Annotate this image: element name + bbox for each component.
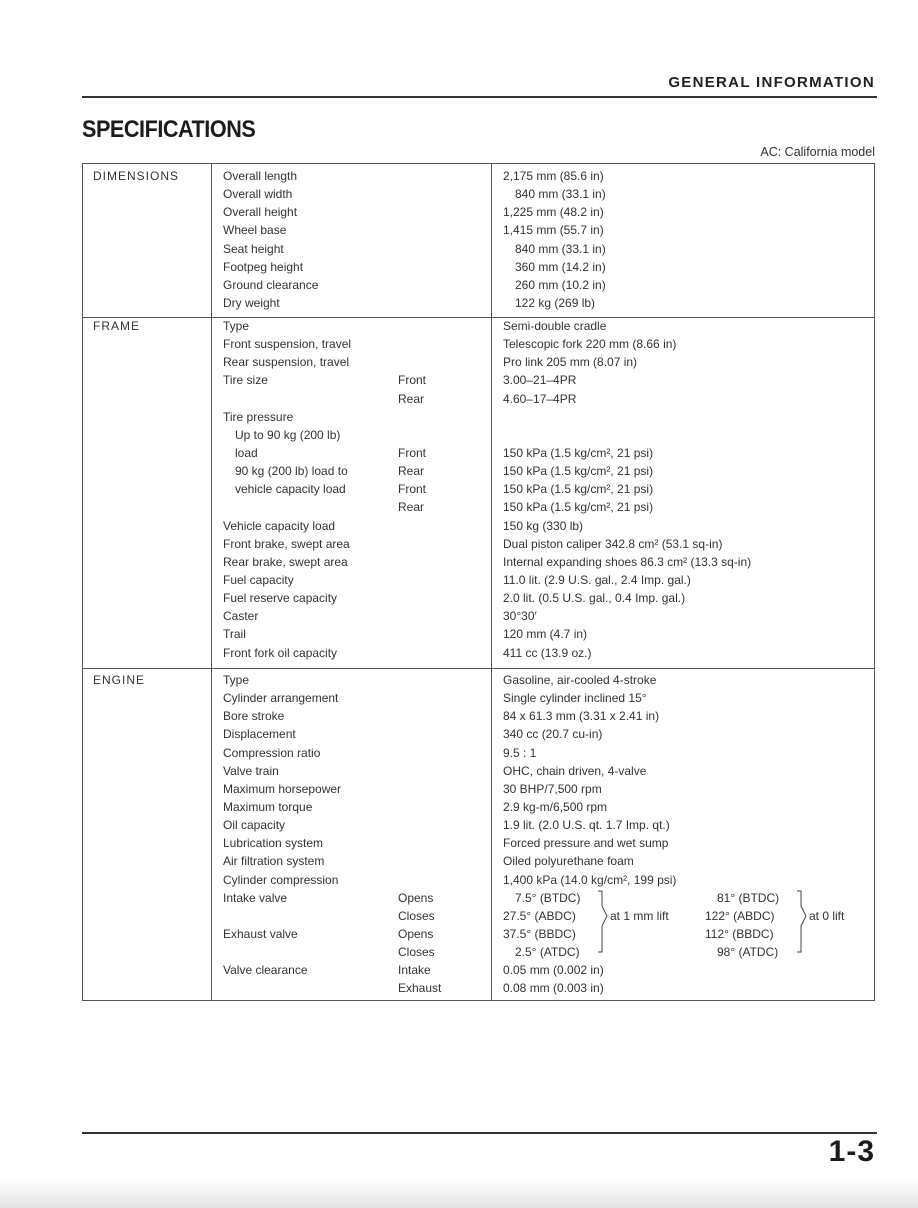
spec-item: Cylinder compression: [223, 872, 339, 887]
lift-note-0: at 0 lift: [809, 909, 845, 923]
spec-qualifier: Front: [398, 373, 427, 388]
model-note: AC: California model: [760, 145, 875, 159]
header-rule: [82, 96, 877, 98]
spec-item: vehicle capacity load: [235, 482, 346, 497]
spec-value: 840 mm (33.1 in): [515, 241, 606, 256]
spec-value: Telescopic fork 220 mm (8.66 in): [503, 337, 677, 352]
spec-item: Front suspension, travel: [223, 337, 352, 352]
spec-item: Cylinder arrangement: [223, 691, 339, 706]
spec-item: Exhaust valve: [223, 926, 298, 941]
spec-value: 150 kPa (1.5 kg/cm², 21 psi): [503, 482, 654, 497]
valve-timing-0-lift: [705, 889, 779, 962]
spec-value: 0.08 mm (0.003 in): [503, 981, 604, 996]
spec-item: Oil capacity: [223, 818, 286, 833]
spec-item: Tire size: [223, 373, 268, 388]
page-edge-shadow: [0, 1178, 918, 1208]
section-label-dimensions: DIMENSIONS: [93, 169, 180, 183]
spec-qualifier: Opens: [398, 926, 434, 941]
spec-item: Valve train: [223, 763, 279, 778]
spec-value: Forced pressure and wet sump: [503, 836, 669, 851]
spec-value: 30°30′: [503, 609, 537, 624]
spec-value: 0.05 mm (0.002 in): [503, 963, 604, 978]
spec-item: Dry weight: [223, 295, 280, 310]
spec-value: 1.9 lit. (2.0 U.S. qt. 1.7 Imp. qt.): [503, 818, 670, 833]
valve-timing-value: 81° (BTDC): [717, 891, 780, 905]
bracket-1mm-lift: [598, 891, 607, 952]
spec-value: 2.0 lit. (0.5 U.S. gal., 0.4 Imp. gal.): [503, 591, 686, 606]
spec-item: Front brake, swept area: [223, 536, 350, 551]
spec-item: Type: [223, 319, 250, 333]
spec-qualifier: Rear: [398, 500, 425, 515]
spec-item: Valve clearance: [223, 963, 308, 978]
spec-qualifier: Front: [398, 482, 427, 497]
spec-qualifier: Opens: [398, 890, 434, 905]
spec-value: 340 cc (20.7 cu-in): [503, 727, 603, 742]
spec-value: 1,415 mm (55.7 in): [503, 223, 604, 238]
spec-item: Type: [223, 673, 250, 687]
spec-item: 90 kg (200 lb) load to: [235, 464, 348, 479]
spec-value: 3.00–21–4PR: [503, 373, 577, 388]
section-label-frame: FRAME: [93, 319, 140, 333]
spec-value: 411 cc (13.9 oz.): [503, 645, 592, 660]
spec-value: 30 BHP/7,500 rpm: [503, 781, 602, 796]
spec-item: Caster: [223, 609, 259, 624]
spec-value: 260 mm (10.2 in): [515, 277, 606, 292]
footer-rule: [82, 1132, 877, 1134]
running-header: GENERAL INFORMATION: [668, 74, 875, 91]
spec-value: Pro link 205 mm (8.07 in): [503, 355, 638, 370]
spec-value: 150 kg (330 lb): [503, 518, 584, 533]
spec-value: 4.60–17–4PR: [503, 391, 577, 406]
spec-value: 120 mm (4.7 in): [503, 627, 588, 642]
spec-item: Overall width: [223, 187, 293, 202]
valve-timing-value: 2.5° (ATDC): [515, 945, 580, 960]
spec-qualifier: Intake: [398, 963, 431, 978]
spec-value: 2.9 kg-m/6,500 rpm: [503, 799, 608, 814]
spec-qualifier: Closes: [398, 908, 435, 923]
spec-item: Rear brake, swept area: [223, 554, 348, 569]
spec-value: Semi-double cradle: [503, 319, 607, 333]
bracket-0-lift: [797, 891, 806, 952]
spec-value: Oiled polyurethane foam: [503, 854, 634, 869]
valve-timing-brackets: [83, 164, 876, 1002]
section-label-engine: ENGINE: [93, 673, 146, 687]
spec-item: Tire pressure: [223, 409, 294, 424]
page-title: SPECIFICATIONS: [82, 116, 256, 143]
spec-value: 84 x 61.3 mm (3.31 x 2.41 in): [503, 709, 660, 724]
spec-value: 150 kPa (1.5 kg/cm², 21 psi): [503, 445, 654, 460]
spec-item: Displacement: [223, 727, 296, 742]
spec-item: Overall length: [223, 169, 298, 183]
spec-item: Fuel capacity: [223, 572, 294, 587]
valve-timing-value: 98° (ATDC): [717, 945, 779, 960]
spec-item: Trail: [223, 627, 246, 642]
spec-value: 840 mm (33.1 in): [515, 187, 606, 202]
valve-timing-value: 27.5° (ABDC): [503, 908, 576, 923]
spec-value: 122 kg (269 lb): [515, 295, 596, 310]
spec-value: Gasoline, air-cooled 4-stroke: [503, 673, 657, 687]
spec-item: Seat height: [223, 241, 284, 256]
spec-value: 360 mm (14.2 in): [515, 259, 606, 274]
spec-item: Ground clearance: [223, 277, 319, 292]
valve-timing-value: 122° (ABDC): [705, 909, 775, 924]
spec-qualifier: Exhaust: [398, 981, 442, 996]
spec-item: Maximum horsepower: [223, 781, 342, 796]
spec-item: load: [235, 445, 258, 460]
spec-item: Lubrication system: [223, 836, 324, 851]
spec-item: Wheel base: [223, 223, 287, 238]
spec-item: Up to 90 kg (200 lb): [235, 427, 341, 442]
spec-value: Internal expanding shoes 86.3 cm² (13.3 sq-in): [503, 554, 752, 569]
spec-item: Maximum torque: [223, 799, 313, 814]
spec-value: 11.0 lit. (2.9 U.S. gal., 2.4 Imp. gal.): [503, 572, 691, 587]
spec-item: Intake valve: [223, 890, 288, 905]
valve-timing-value: 7.5° (BTDC): [515, 890, 581, 905]
valve-timing-value: 112° (BBDC): [705, 927, 774, 942]
spec-qualifier: Closes: [398, 945, 435, 960]
spec-value: Single cylinder inclined 15°: [503, 691, 647, 706]
valve-timing-value: 37.5° (BBDC): [503, 926, 576, 941]
spec-value: 9.5 : 1: [503, 745, 537, 760]
spec-qualifier: Front: [398, 445, 427, 460]
spec-item: Vehicle capacity load: [223, 518, 336, 533]
page-number: 1-3: [828, 1135, 875, 1168]
spec-item: Front fork oil capacity: [223, 645, 338, 660]
spec-value: 1,225 mm (48.2 in): [503, 205, 604, 220]
spec-item: Air filtration system: [223, 854, 325, 869]
spec-value: OHC, chain driven, 4-valve: [503, 763, 647, 778]
spec-value: 150 kPa (1.5 kg/cm², 21 psi): [503, 500, 654, 515]
spec-item: Footpeg height: [223, 259, 304, 274]
spec-item: Overall height: [223, 205, 298, 220]
specifications-table: [82, 163, 875, 1001]
spec-item: Fuel reserve capacity: [223, 591, 338, 606]
lift-note-1mm: at 1 mm lift: [610, 909, 669, 923]
spec-item: Rear suspension, travel: [223, 355, 350, 370]
spec-item: Compression ratio: [223, 745, 321, 760]
spec-value: Dual piston caliper 342.8 cm² (53.1 sq-in): [503, 536, 723, 551]
spec-value: 2,175 mm (85.6 in): [503, 169, 604, 183]
spec-qualifier: Rear: [398, 464, 425, 479]
spec-value: 150 kPa (1.5 kg/cm², 21 psi): [503, 464, 654, 479]
spec-value: 1,400 kPa (14.0 kg/cm², 199 psi): [503, 872, 677, 887]
spec-qualifier: Rear: [398, 391, 425, 406]
spec-item: Bore stroke: [223, 709, 285, 724]
